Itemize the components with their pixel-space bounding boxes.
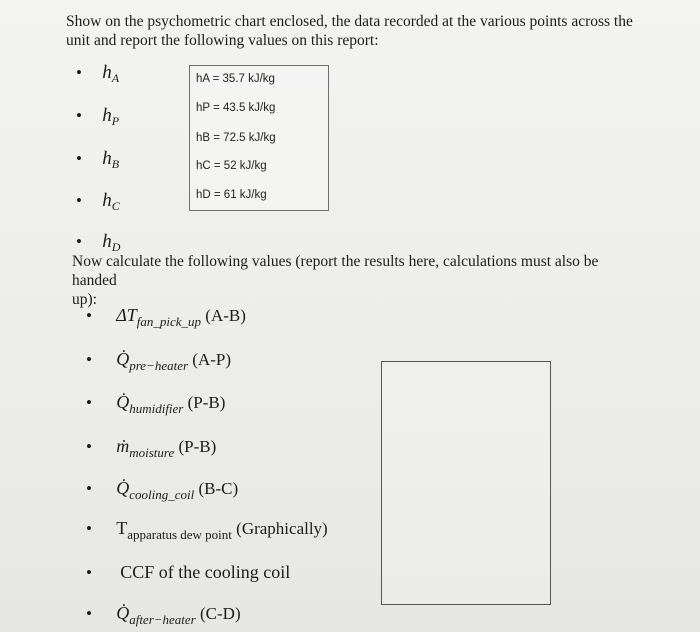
bullet-dot: • xyxy=(76,106,82,125)
calc-item-label: (P-B) xyxy=(178,437,217,456)
calc-item-fan-pick-up xyxy=(86,305,246,330)
calc-item-ccf xyxy=(86,562,290,583)
calc-item-label: (Graphically) xyxy=(236,519,328,538)
t-symbol: $T_{apparatus dew point}$ xyxy=(116,518,232,542)
instructions-line-2: unit and report the following values on this report: xyxy=(66,32,379,49)
handwritten-value: hD = 61 kJ/kg xyxy=(196,189,267,201)
h-symbol: $h_D$ xyxy=(102,231,121,254)
calc-item-humidifier xyxy=(86,392,225,417)
handwritten-value: hB = 72.5 kJ/kg xyxy=(196,132,276,144)
q-dot-symbol: $Q̇_{after-heater}$ xyxy=(116,603,196,627)
bullet-dot: • xyxy=(86,563,92,582)
instructions-paragraph xyxy=(66,12,646,50)
calc-item-after-heater xyxy=(86,603,241,628)
bullet-dot: • xyxy=(76,232,82,251)
enthalpy-item-b xyxy=(76,150,119,173)
q-dot-symbol: $Q̇_{humidifier}$ xyxy=(116,392,184,416)
delta-t-symbol: $\Delta T_{fan\_pick\_up}$ xyxy=(116,305,202,329)
bullet-dot: • xyxy=(86,437,92,456)
m-dot-symbol: ṁ$_{moisture}$ xyxy=(116,436,175,460)
calc-item-cooling-coil xyxy=(86,478,238,503)
q-dot-symbol: $Q̇_{pre-heater}$ xyxy=(116,349,189,373)
bullet-dot: • xyxy=(86,604,92,623)
calc-item-label: (A-P) xyxy=(192,350,232,369)
bullet-dot: • xyxy=(76,191,82,210)
calc-item-label: CCF of the cooling coil xyxy=(120,562,291,582)
bullet-dot: • xyxy=(86,350,92,369)
handwritten-value: hC = 52 kJ/kg xyxy=(196,160,267,172)
enthalpy-answer-box xyxy=(189,65,329,211)
calc-item-label: (B-C) xyxy=(198,479,239,498)
calculation-instructions xyxy=(72,252,642,309)
enthalpy-item-p xyxy=(76,107,119,130)
handwritten-value: hA = 35.7 kJ/kg xyxy=(196,73,275,85)
calc-item-moisture xyxy=(86,436,216,461)
handwritten-value: hP = 43.5 kJ/kg xyxy=(196,102,276,114)
calc-intro-line-2: up): xyxy=(72,291,97,308)
h-symbol: $h_C$ xyxy=(102,190,120,213)
calc-item-label: (C-D) xyxy=(200,604,241,623)
q-dot-symbol: $Q̇_{cooling\_coil}$ xyxy=(116,478,195,502)
enthalpy-item-c xyxy=(76,192,120,215)
bullet-dot: • xyxy=(86,306,92,325)
bullet-dot: • xyxy=(86,393,92,412)
instructions-line-1: Show on the psychometric chart enclosed, the data recorded at the various points across the xyxy=(66,13,633,30)
enthalpy-item-a xyxy=(76,64,119,87)
bullet-dot: • xyxy=(86,479,92,498)
calc-item-pre-heater xyxy=(86,349,231,374)
h-symbol: $h_P$ xyxy=(102,105,120,128)
h-symbol: $h_B$ xyxy=(102,148,120,171)
h-symbol: $h_A$ xyxy=(102,62,120,85)
bullet-dot: • xyxy=(86,519,92,538)
calc-item-label: (P-B) xyxy=(187,393,226,412)
calc-item-label: (A-B) xyxy=(205,306,246,325)
bullet-dot: • xyxy=(76,63,82,82)
results-answer-box xyxy=(381,361,551,605)
bullet-dot: • xyxy=(76,149,82,168)
calc-item-apparatus-dew-point xyxy=(86,518,328,543)
calc-intro-line-1: Now calculate the following values (report the results here, calculations must also be handed xyxy=(72,253,599,289)
